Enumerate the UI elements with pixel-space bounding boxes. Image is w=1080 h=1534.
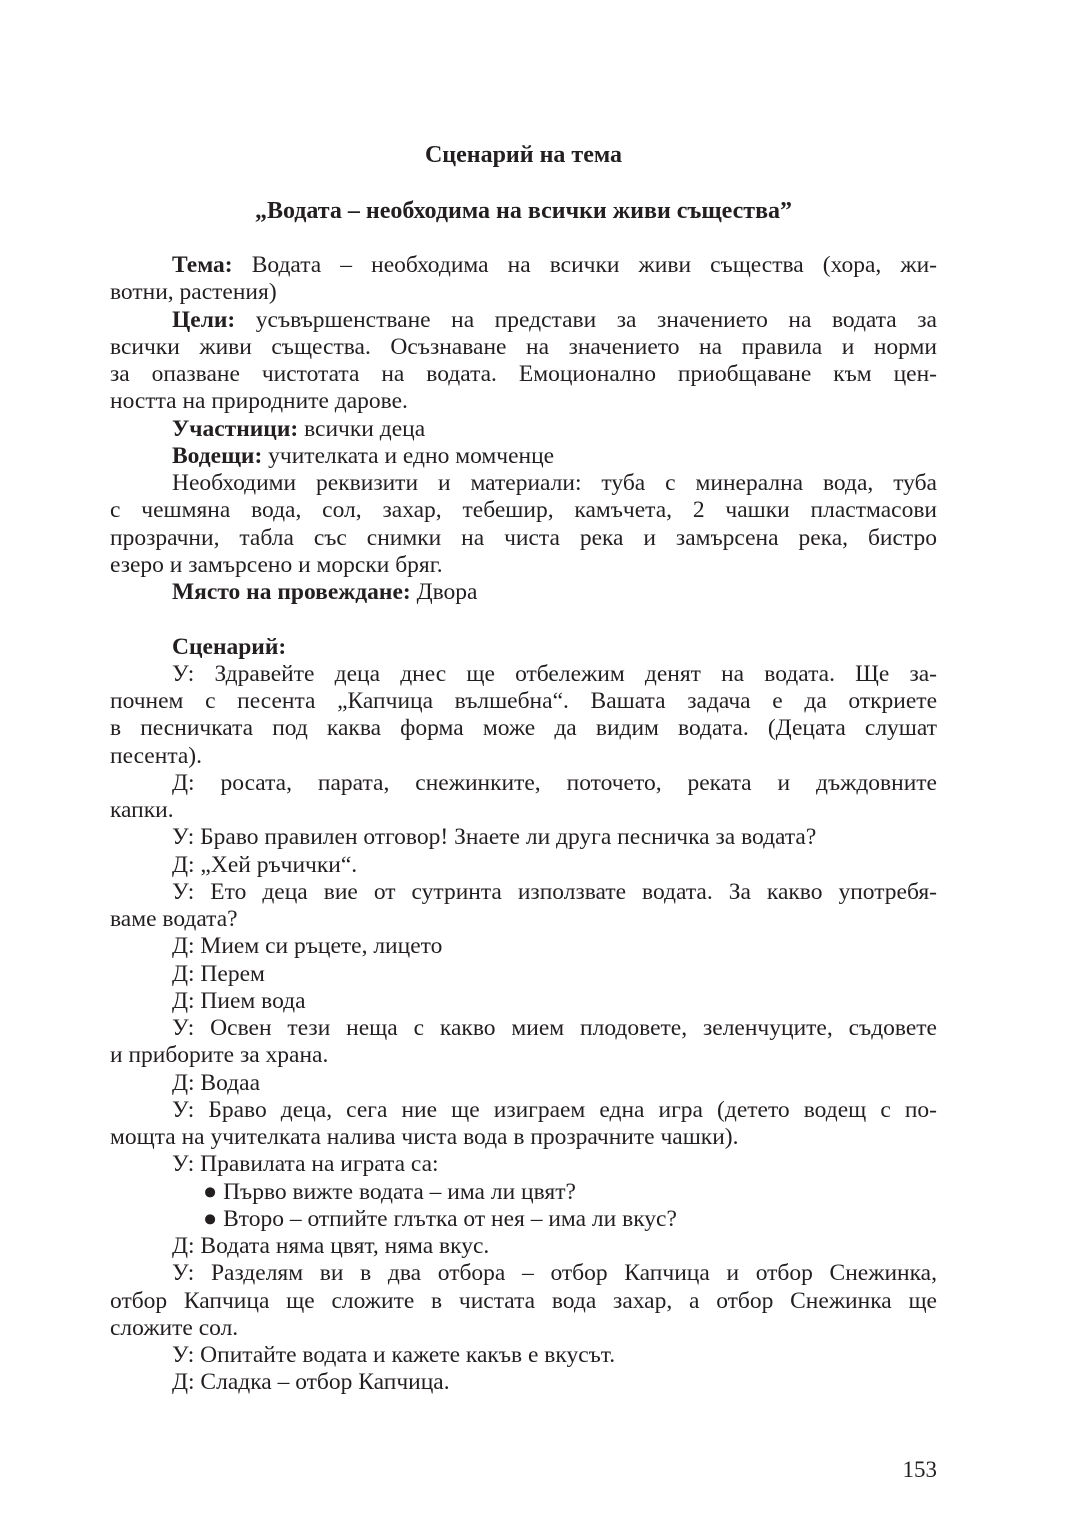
- text-line: [110, 307, 937, 334]
- body-text: [110, 252, 937, 1397]
- line-text: ваме водата?: [110, 906, 238, 932]
- paragraph-label: Тема:: [172, 252, 233, 278]
- text-line: [110, 552, 937, 579]
- text-line: [110, 933, 937, 960]
- paragraph: [110, 1233, 937, 1260]
- page-number: 153: [902, 1457, 937, 1482]
- paragraph: [110, 1260, 937, 1342]
- text-line: [110, 279, 937, 306]
- line-text: Д: росата, парата, снежинките, поточето, реката и дъждовните: [172, 769, 937, 796]
- line-text: У: Ето деца вие от сутринта използвате водата. За какво употребя-: [172, 878, 937, 905]
- line-text: капки.: [110, 797, 174, 823]
- text-line: [110, 470, 937, 497]
- paragraph-label: Участници:: [172, 415, 299, 442]
- text-line: [110, 361, 937, 388]
- text-line: [110, 1124, 937, 1151]
- paragraph: [110, 961, 937, 988]
- line-text: песента).: [110, 742, 203, 769]
- text-line: [110, 443, 937, 470]
- paragraph-label: Място на провеждане:: [172, 579, 411, 605]
- text-line: [110, 334, 937, 361]
- text-line: [110, 743, 937, 770]
- line-text: учителката и едно момченце: [262, 442, 555, 469]
- paragraph: [110, 988, 937, 1015]
- line-text: ● Първо вижте водата – има ли цвят?: [203, 1178, 576, 1205]
- paragraph: [110, 443, 937, 470]
- text-line: [110, 1042, 937, 1069]
- paragraph: [110, 1070, 937, 1097]
- line-text: за опазване чистотата на водата. Емоционално приобщаване към цен-: [110, 361, 937, 387]
- text-line: [110, 1260, 937, 1287]
- line-text: У: Опитайте водата и кажете какъв е вкусът.: [172, 1342, 616, 1368]
- text-line: [110, 1070, 937, 1097]
- paragraph: [110, 307, 937, 416]
- paragraph-label: Сценарий:: [172, 633, 287, 660]
- text-line: [110, 961, 937, 988]
- text-line: [110, 688, 937, 715]
- text-line: [110, 1315, 937, 1342]
- line-text: всички деца: [298, 415, 426, 442]
- paragraph: [110, 852, 937, 879]
- line-text: Д: Мием си ръцете, лицето: [172, 933, 443, 960]
- line-text: ността на природните дарове.: [110, 388, 408, 415]
- line-text: прозрачни, табла със снимки на чиста река и замърсена река, бистро: [110, 524, 937, 551]
- bullet-item: [110, 1206, 937, 1233]
- paragraph: [110, 1151, 937, 1178]
- text-line: [110, 1233, 937, 1260]
- text-line: [110, 634, 937, 661]
- paragraph: [110, 770, 937, 825]
- paragraph-label: Цели:: [172, 306, 236, 333]
- text-line: [110, 579, 937, 606]
- text-line: [110, 824, 937, 851]
- text-line: [110, 388, 937, 415]
- text-line: [110, 988, 937, 1015]
- line-text: ● Второ – отпийте глътка от нея – има ли вкус?: [203, 1205, 677, 1232]
- line-text: мощта на учителката налива чиста вода в прозрачните чашки).: [110, 1124, 739, 1150]
- text-line: [110, 715, 937, 742]
- line-text: Необходими реквизити и материали: туба с минерална вода, туба: [172, 470, 937, 496]
- line-text: Д: Водаа: [172, 1069, 260, 1096]
- text-line: [110, 1097, 937, 1124]
- line-text: Д: Сладка – отбор Капчица.: [172, 1369, 450, 1396]
- line-text: У: Правилата на играта са:: [172, 1151, 439, 1178]
- line-text: У: Здравейте деца днес ще отбележим денят на водата. Ще за-: [172, 660, 937, 687]
- line-text: в песничката под каква форма може да видим водата. (Децата слушат: [110, 715, 937, 742]
- line-text: всички живи същества. Осъзнаване на значението на правила и норми: [110, 333, 937, 360]
- paragraph: [110, 824, 937, 851]
- line-text: почнем с песента „Капчица вълшебна“. Вашата задача е да откриете: [110, 688, 937, 714]
- paragraph: [110, 252, 937, 307]
- page-title: Сценарий на тема: [424, 142, 623, 168]
- text-line: [110, 879, 937, 906]
- text-line: [110, 1288, 937, 1315]
- text-line: [110, 1179, 937, 1206]
- line-text: и приборите за храна.: [110, 1042, 329, 1069]
- paragraph-label: Водещи:: [172, 442, 263, 469]
- text-line: [110, 416, 937, 443]
- text-line: [110, 770, 937, 797]
- line-text: Д: „Хей ръчички“.: [172, 851, 358, 878]
- text-line: [110, 1206, 937, 1233]
- line-text: сложите сол.: [110, 1314, 239, 1341]
- line-text: У: Браво правилен отговор! Знаете ли друга песничка за водата?: [172, 824, 817, 851]
- text-line: [110, 661, 937, 688]
- paragraph: [110, 1342, 937, 1369]
- line-text: езеро и замърсено и морски бряг.: [110, 551, 443, 578]
- page-subtitle: „Водата – необходима на всички живи същества”: [254, 198, 793, 224]
- paragraph: [110, 1369, 937, 1396]
- text-line: [110, 1015, 937, 1042]
- text-line: [110, 852, 937, 879]
- paragraph: [110, 1097, 937, 1152]
- line-text: У: Разделям ви в два отбора – отбор Капчица и отбор Снежинка,: [172, 1260, 937, 1287]
- text-line: [110, 252, 937, 279]
- text-line: [110, 906, 937, 933]
- line-text: Двора: [410, 579, 478, 605]
- line-text: отбор Капчица ще сложите в чистата вода захар, а отбор Снежинка ще: [110, 1287, 937, 1314]
- line-text: Д: Пием вода: [172, 987, 306, 1014]
- line-text: Д: Водата няма цвят, няма вкус.: [172, 1233, 490, 1259]
- text-line: [110, 525, 937, 552]
- text-line: [110, 1369, 937, 1396]
- text-line: [110, 1342, 937, 1369]
- line-text: Д: Перем: [172, 960, 265, 987]
- line-text: с чешмяна вода, сол, захар, тебешир, камъчета, 2 чашки пластмасови: [110, 497, 937, 524]
- line-text: У: Браво деца, сега ние ще изиграем една игра (детето водещ с по-: [172, 1096, 937, 1123]
- text-line: [110, 1151, 937, 1178]
- line-text: Водата – необходима на всички живи същества (хора, жи-: [232, 252, 937, 278]
- paragraph: [110, 416, 937, 443]
- line-text: У: Освен тези неща с какво мием плодовете, зеленчуците, съдовете: [172, 1015, 937, 1041]
- blank-line: [110, 606, 937, 633]
- text-line: [110, 797, 937, 824]
- text-line: [110, 497, 937, 524]
- paragraph: [110, 470, 937, 579]
- paragraph: [110, 879, 937, 934]
- bullet-item: [110, 1179, 937, 1206]
- paragraph: [110, 933, 937, 960]
- paragraph: [110, 1015, 937, 1070]
- line-text: вотни, растения): [110, 279, 277, 306]
- paragraph: [110, 661, 937, 770]
- line-text: усъвършенстване на представи за значението на водата за: [235, 306, 937, 333]
- paragraph: [110, 634, 937, 661]
- paragraph: [110, 579, 937, 606]
